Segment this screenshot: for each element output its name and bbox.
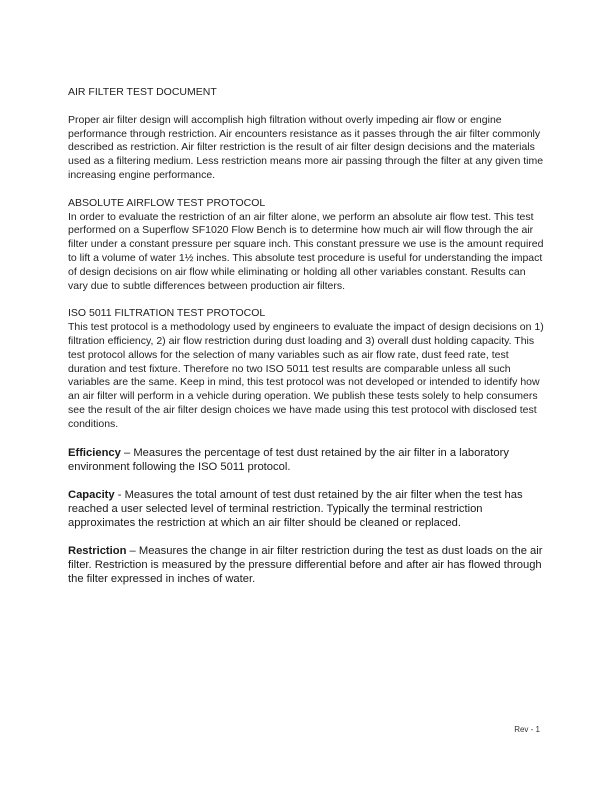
definition-capacity xyxy=(68,488,546,530)
definition-text-capacity: Measures the total amount of test dust retained by the air filter when the test has reached a user selected level of terminal restriction. Typically the terminal restriction approximates the restriction at which an air filter should be cleaned or replaced. xyxy=(68,488,523,529)
definition-separator-efficiency: – xyxy=(123,446,131,459)
definition-term-restriction: Restriction xyxy=(68,544,127,557)
section-body-iso-5011: This test protocol is a methodology used by engineers to evaluate the impact of design decisions on 1) filtration efficiency, 2) air flow restriction during dust loading and 3) overall dust holding capacity. This test protocol allows for the selection of many variables such as air flow rate, dust feed rate, test duration and test fixture. Therefore no two ISO 5011 test results are comparable unless all such variables are the same. Keep in mind, this test protocol was not developed or intended to identify how an air filter will perform in a vehicle during operation. We publish these tests solely to help consumers see the result of the air filter design choices we have made using this test protocol with disclosed test conditions. xyxy=(68,321,544,430)
definition-text-efficiency: Measures the percentage of test dust retained by the air filter in a laboratory environment following the ISO 5011 protocol. xyxy=(68,446,509,473)
section-heading-absolute-airflow: ABSOLUTE AIRFLOW TEST PROTOCOL xyxy=(68,196,266,209)
section-iso-5011 xyxy=(68,307,546,431)
revision-label: Rev - 1 xyxy=(514,725,540,734)
definition-efficiency xyxy=(68,446,546,474)
definition-separator-capacity: - xyxy=(117,488,122,501)
definition-term-efficiency: Efficiency xyxy=(68,446,121,459)
definition-restriction xyxy=(68,544,546,586)
section-body-absolute-airflow: In order to evaluate the restriction of an air filter alone, we perform an absolute air flow test. This test performed on a Superflow SF1020 Flow Bench is to determine how much air will flow through the air filter under a constant pressure per square inch. This constant pressure we use is the amount required to lift a volume of water 1½ inches. This absolute test procedure is useful for understanding the impact of design decisions on air flow while eliminating or holding all other variables constant. Results can vary due to subtle differences between production air filters. xyxy=(68,210,544,292)
intro-paragraph: Proper air filter design will accomplish high filtration without overly impeding air flow or engine performance through restriction. Air encounters resistance as it passes through the air filter commonly described as restriction. Air filter restriction is the result of air filter design decisions and the materials used as a filtering medium. Less restriction means more air passing through the filter at any given time increasing engine performance. xyxy=(68,113,544,181)
section-absolute-airflow xyxy=(68,197,546,294)
definition-separator-restriction: – xyxy=(129,544,136,557)
definition-term-capacity: Capacity xyxy=(68,488,115,501)
definition-text-restriction: Measures the change in air filter restriction during the test as dust loads on the air filter. Restriction is measured by the pressure differential before and after air has flowed through the filter expressed in inches of water. xyxy=(68,544,543,585)
document-title: AIR FILTER TEST DOCUMENT xyxy=(68,86,217,98)
section-heading-iso-5011: ISO 5011 FILTRATION TEST PROTOCOL xyxy=(68,307,266,320)
document-content xyxy=(68,86,546,600)
